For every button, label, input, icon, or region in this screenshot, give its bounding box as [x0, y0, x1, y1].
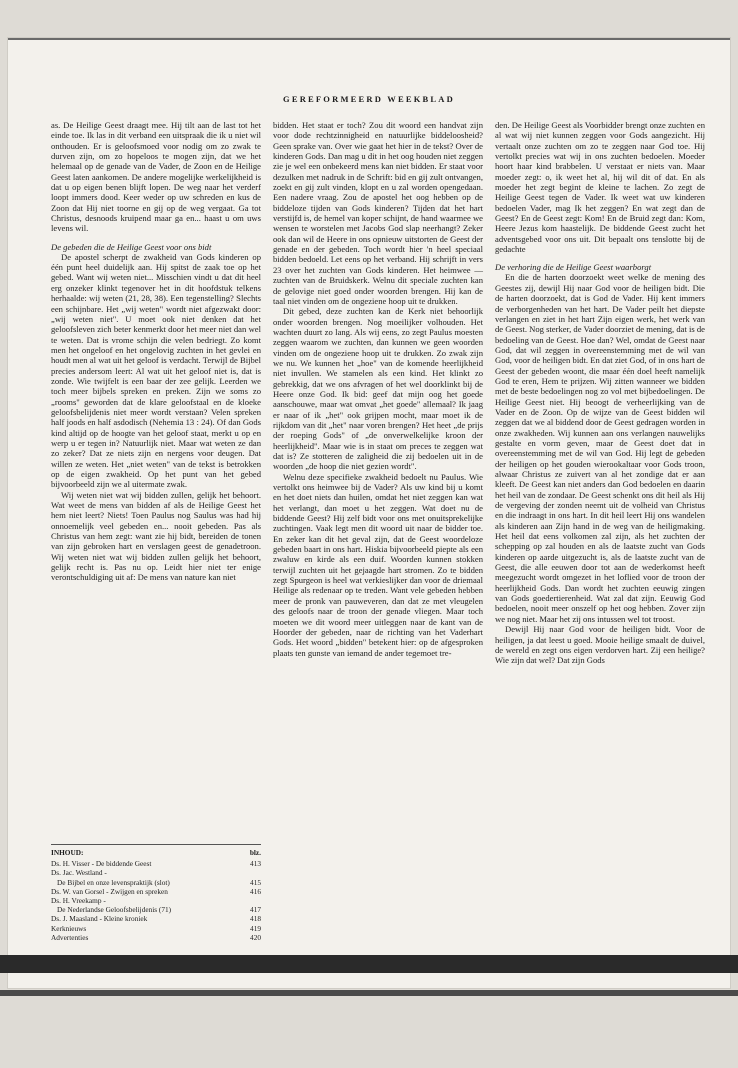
section-heading: De verhoring die de Heilige Geest waarborgt — [495, 262, 652, 273]
top-rule — [8, 38, 730, 40]
paragraph: Dit gebed, deze zuchten kan de Kerk niet behoorlijk onder woorden brengen. Nog moeilijker volhouden. Het wachten duurt zo lang. Als wij eens, zo zegt Paulus moesten zeggen waarom we zuchten, dan kunnen we geen woorden vinden om de ongeziene hoop uit te drukken. Zo zwak zijn we nu. We kunnen het „hoe" van de komende heerlijkheid niet invullen. We stamelen als een kind. Het klinkt zo gebrekkig, dat we ons afvragen of het wel doorklinkt bij de Heere onze God. Ik bid: geef dat mijn oog het goede aanschouwe, maar wat omvat „het goede" allemaal? Ik jaag er naar of ik „het" ook grijpen mocht, maar moet ik de rijkdom van dit „het" naar voren brengen? Het heet „de prijs der roeping Gods" of „de onverwelkelijke kroon der heerlijkheid". Maar wie is in staat om preces te zeggen wat dat is? Ze stotteren de zaligheid die zij bedoelen uit in de woorden „de hoop die niet gezien wordt". — [273, 306, 483, 472]
scan-border-bottom — [0, 955, 738, 973]
toc-heading: INHOUD: — [51, 848, 84, 857]
running-header: GEREFORMEERD WEEKBLAD — [283, 94, 455, 104]
toc-entry: De Bijbel en onze levenspraktijk (slot) 415 — [57, 877, 261, 887]
paragraph: Dewijl Hij naar God voor de heiligen bidt. Voor de heiligen, ja dat leest u goed. Mooie heilige smaalt de duivel, de wereld en zegt ons eigen verdorven hart. Zij een heilige? Wie zijn dat wel? Dat zijn Gods — [495, 624, 705, 666]
section-heading: De gebeden die de Heilige Geest voor ons bidt — [51, 241, 212, 252]
toc-entry: Ds. W. van Gorsel - Zwijgen en spreken 416 — [51, 886, 261, 896]
toc-entry: De Nederlandse Geloofsbelijdenis (71) 417 — [57, 905, 261, 915]
column-2 — [273, 120, 483, 658]
column-3 — [495, 120, 705, 666]
paragraph: En die de harten doorzoekt weet welke de mening des Geestes zij, dewijl Hij naar God voor de heiligen bidt. Die de harten doorzoekt, dat is God de Vader. Hij kent immers de verborgenheden van het hart. De Vader peilt het diepste verlangen en ziet in het hart Zijn eigen werk, het werk van de Geest. Nog sterker, de Vader doorziet de mening, dat is de bedoeling van de Geest. Hoe dan? Wel, omdat de Geest naar God, dat wil zeggen in overeenstemming met de wil van God, voor de heiligen bidt. En dat ziet God, of in ons hart de Geest der gebeden woont, die maar één doel heeft namelijk God te eren, Hem te prijzen. Wij zitten wanneer we bidden met de beste bedoelingen nog zo vol met bijbedoelingen. De Heilige Geest niet. Hij beoogt de verheerlijking van de Vader en de Zoon. Op de wijze van de Geest bidden wil zeggen dat we al biddend door de Geest gedragen worden in onze zwakheden. Wij kunnen aan ons verlangen nauwelijks gestalte en vorm geven, maar de Geest doet dat in overeenstemming met de wil van God. Hij legt de gebeden der heiligen op het gouden wierookaltaar voor Gods troon, alwaar Christus ze zuivert van al het zondige dat er aan kleeft. De Geest kan niet anders dan God bedoelen en daarin het heil van de zondaar. De Geest schenkt ons dit heil als Hij de vergeving der zonden neemt uit de volheid van Christus en die indraagt in ons hart. In dit heil leert Hij ons wandelen als kinderen aan Zijn hand in de weg van de heiligmaking. Het heil dat eens volkomen zal zijn, als het zuchten der schepping op zal houden en als de laatste zucht van Gods kinderen op aarde uitgezucht is, als de laatste zucht van de Geest, die alle eeuwen door tot aan de wederkomst heeft meegezucht wordt omgezet in het loflied voor de troon der heerlijkheid Gods. Dan wordt het zuchten eeuwig zingen van Gods goedertierenheid. Wat zal dat zijn. Eeuwig God bedoelen, nooit meer onszelf op het oog hebben. Zover zijn we nog niet. Maar het zij ons intussen wel tot troost. — [495, 272, 705, 624]
column-1 — [51, 120, 261, 583]
table-of-contents — [51, 844, 261, 942]
toc-entry: Advertenties 420 — [51, 932, 261, 942]
toc-entry: Kerknieuws 419 — [51, 923, 261, 933]
toc-entry: Ds. H. Vreekamp - — [51, 896, 106, 906]
toc-entry: Ds. J. Maasland - Kleine kroniek 418 — [51, 914, 261, 924]
scan-border-shadow — [0, 990, 738, 996]
toc-entry: Ds. H. Visser - De biddende Geest 413 — [51, 859, 261, 869]
paragraph: De apostel scherpt de zwakheid van Gods kinderen op één punt heel duidelijk aan. Hij spitst de zaak toe op het gebed. Want wij weten niet... Misschien vindt u dat dit heel erg onzeker klinkt tegenover het in dit hoofdstuk telkens herhaalde: wij weten (21, 28, 38). Een tegenstelling? Slechts een schijnbare. Het „wij weten" wordt niet afgezwakt door: „wij weten niet". U moet ook niet denken dat het geloofsleven zich beter kenmerkt door het meer niet dan wel te weten. Dat is vrome schijn die velen bedriegt. Zo komt men het ongeloof en het ongelovig zuchten in het gevlei en houdt men al wat uit het geloof is verdacht. Terwijl de Bijbel precies andersom leert: Al wat uit het geloof niet is, dat is zonde. Wie twijfelt is een baar der zee gelijk. Leerden we toch meer bijbels spreken en preken. Zijn we soms zo „rooms" geworden dat de klare geloofstaal en de kloeke geloofsbelijdenis niet meer wordt verstaan? Velen spreken half joods en half asdodisch (Nehemia 13 : 24). Of dan Gods kind altijd op de hoogte van het geloof staat, merkt u op en werp u er tegen in? Natuurlijk niet. Maar wat weten ze dan zo zeker? Dat ze niets zijn en nergens voor deugen. Dat willen ze weten. Het „niet weten" van de tekst is betrokken op de eigen zwakheid. Op het punt van het gebed bijvoorbeeld zijn we al uitermate zwak. — [51, 251, 261, 490]
toc-rule — [51, 844, 261, 845]
paragraph: Wij weten niet wat wij bidden zullen, gelijk het behoort. Wat weet de mens van bidden af als de Heilige Geest het hem niet leert? Niets! Toen Paulus nog Saulus was had hij onnoemelijk veel gebeden en... nooit gebeden. Pas als Christus van hem zegt: want zie hij bidt, bereiden de tonen van zijn gebroken hart en verslagen geest de genadetroon. Wij weten niet wat wij bidden zullen gelijk het behoort, gelijk recht is. Pas nu op. Leidt hier niet ter enige verontschuldiging uit af: De mens van nature kan niet — [51, 489, 261, 583]
toc-page-label: blz. — [249, 848, 261, 857]
toc-entry: Ds. Jac. Westland - — [51, 868, 107, 878]
page — [8, 38, 730, 988]
paragraph: as. De Heilige Geest draagt mee. Hij tilt aan de last tot het einde toe. Ik las in dit verband een uitspraak die ik u niet wil onthouden. Er is geloofsmoed voor nodig om zo zwak te durven zijn, om zo hopeloos te mogen zijn, dat we het helemaal op de genade van de Vader, de Zoon en de Heilige Geest laten aankomen. De andere mogelijke werkelijkheid is dat u op eigen benen blijft lopen. De weg naar het verderf loopt immers dood. Keer weder op uw schreden en kus de Zoon dat Hij niet toorne en gij op de weg vergaat. Ga tot Christus, desnoods kruipend maar ga en... haast u om uws levens wil. — [51, 120, 261, 234]
paragraph: den. De Heilige Geest als Voorbidder brengt onze zuchten en al wat wij niet kunnen zeggen voor Gods aangezicht. Hij vertaalt onze zuchten om zo te zeggen naar God toe. Hij vertolkt precies wat wij in ons zuchten bedoelen. Moeder hoort haar kind brabbelen. U verstaat er niets van. Maar moeder zegt: o, ik weet het al, hij wil dit of dat. En als moeder het zegt begint de kleine te lachen. Zo zegt de Heilige Geest tegen de Vader. Ik weet wat uw kinderen bedoelen Vader, mag Ik het zeggen? En wat zegt dan de Geest? En de Geest zegt: Kom! En de Bruid zegt dan: Kom, Heere Jezus kom haastelijk. De biddende Geest zucht het adventsgebed voor ons uit. Dit bepaalt ons tenslotte bij de gedachte — [495, 120, 705, 255]
paragraph: Welnu deze specifieke zwakheid bedoelt nu Paulus. Wie vertolkt ons heimwee bij de Vader? Als uw kind bij u komt en het doet niets dan huilen, omdat het niet zeggen kan wat het verlangt, dan moet u het zeggen. Wat doet nu de biddende Geest? Hij zelf bidt voor ons met onuitsprekelijke zuchtingen. Vaak legt men dit woord uit naar de bidder toe. En zeker kan dit het geval zijn, dat de Geest woordeloze gebeden baart in ons hart. Hiskia bijvoorbeeld piepte als een zwaluw en kirde als een duif. Woorden kunnen stokken terwijl zuchten uit het gejaagde hart stromen. Zo te bidden zegt Spurgeon is heel wat verkieslijker dan voor de driemaal Heilige als redenaar op te treden. Want vele gebeden hebben meer de pronk van pauweveren, dan dat ze met vleugelen des geloofs naar de troon der genade vliegen. Maar toch moeten we dit woord meer uitleggen naar de kant van de Hoorder der gebeden, naar de richting van het Vaderhart Gods. Het woord „bidden" betekent hier: op de afgesproken plaats ten gunste van iemand de ander tegemoet tre- — [273, 471, 483, 658]
paragraph: bidden. Het staat er toch? Zou dit woord een handvat zijn voor dode rechtzinnigheid en natuurlijke biddeloosheid? Geen sprake van. Over wie gaat het hier in de tekst? Over de kinderen Gods. Dan mag u dit in het oog houden niet zeggen zie je wel een onbekeerd mens kan niet bidden. Er staat voor dezulken met nadruk in de Schrift: bid en gij zult ontvangen, zoekt en gij zult vinden, klopt en u zal worden opengedaan. Een nadere vraag. Zou de apostel het oog hebben op de biddeloze tijden van Gods kinderen? Tijden dat het hart verstijfd is, de hemel van koper schijnt, de hand waarmee we wensen te worstelen met Jacobs God slap neerhangt? Zeker ook dan wil de Heere in ons opnieuw uitstorten de Geest der genade en der gebeden. Toch wordt hier 'n heel speciaal bidden bedoeld. Let eens op het verband. Hij schrijft in vers 23 over het zuchten van Gods kinderen. Het heimwee — zuchten van de Bruidskerk. Welnu dit speciale zuchten kan de gelovige niet goed onder woorden brengen. Hij kan de taal niet vinden om de ongeziene hoop uit te drukken. — [273, 120, 483, 306]
toc-header — [51, 848, 261, 857]
